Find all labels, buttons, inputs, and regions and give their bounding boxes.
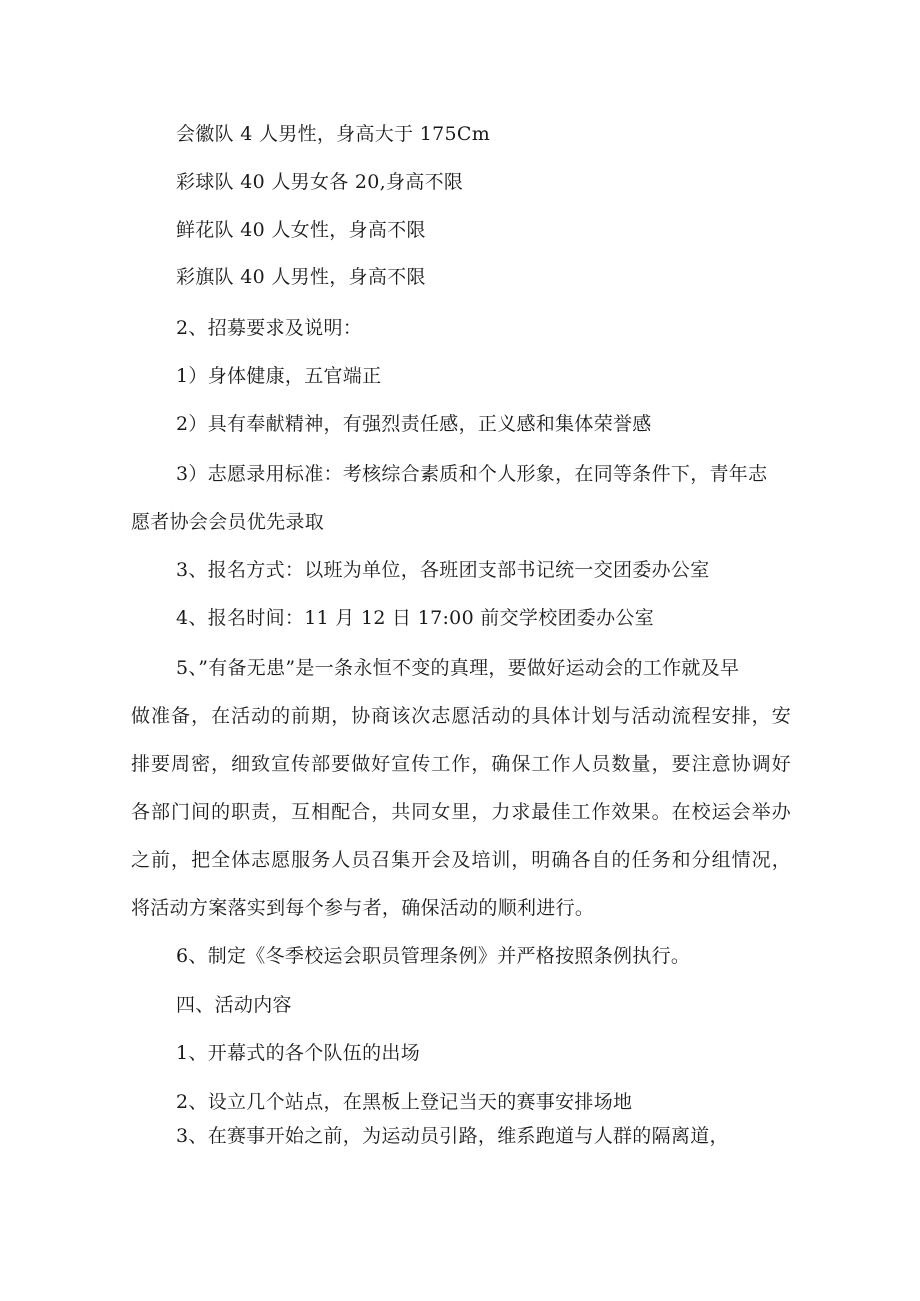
text-line-15: 各部门间的职责，互相配合，共同女里，力求最佳工作效果。在校运会举办	[131, 801, 791, 823]
text-line-21: 2、设立几个站点，在黑板上登记当天的赛事安排场地	[176, 1091, 633, 1113]
section-heading-2: 2、招募要求及说明：	[176, 317, 363, 339]
text-line-6: 1）身体健康，五官端正	[176, 365, 382, 387]
text-line-8: 3）志愿录用标准：考核综合素质和个人形象，在同等条件下，青年志	[176, 463, 768, 485]
text-line-20: 1、开幕式的各个队伍的出场	[176, 1042, 420, 1064]
text-line-16: 之前，把全体志愿服务人员召集开会及培训，明确各自的任务和分组情况，	[131, 849, 791, 871]
text-line-4: 彩旗队 40 人男性，身高不限	[176, 266, 426, 288]
text-line-9: 愿者协会会员优先录取	[131, 511, 325, 533]
text-line-13: 做准备，在活动的前期，协商该次志愿活动的具体计划与活动流程安排，安	[131, 705, 791, 727]
text-line-22: 3、在赛事开始之前，为运动员引路，维系跑道与人群的隔离道，	[176, 1125, 729, 1147]
text-line-10: 3、报名方式：以班为单位，各班团支部书记统一交团委办公室	[176, 559, 710, 581]
text-line-7: 2）具有奉献精神，有强烈责任感，正义感和集体荣誉感	[176, 413, 652, 435]
text-line-11: 4、报名时间：11 月 12 日 17:00 前交学校团委办公室	[176, 607, 654, 629]
section-heading-4: 四、活动内容	[176, 994, 292, 1016]
text-line-17: 将活动方案落实到每个参与者，确保活动的顺利进行。	[131, 897, 595, 919]
text-line-18: 6、制定《冬季校运会职员管理条例》并严格按照条例执行。	[176, 945, 691, 967]
text-line-3: 鲜花队 40 人女性，身高不限	[176, 219, 426, 241]
text-line-14: 排要周密，细致宣传部要做好宣传工作，确保工作人员数量，要注意协调好	[131, 753, 791, 775]
text-line-2: 彩球队 40 人男女各 20,身高不限	[176, 171, 464, 193]
text-line-1: 会徽队 4 人男性，身高大于 175Cm	[176, 123, 491, 145]
text-line-12: 5、”有备无患”是一条永恒不变的真理，要做好运动会的工作就及早	[176, 657, 740, 679]
